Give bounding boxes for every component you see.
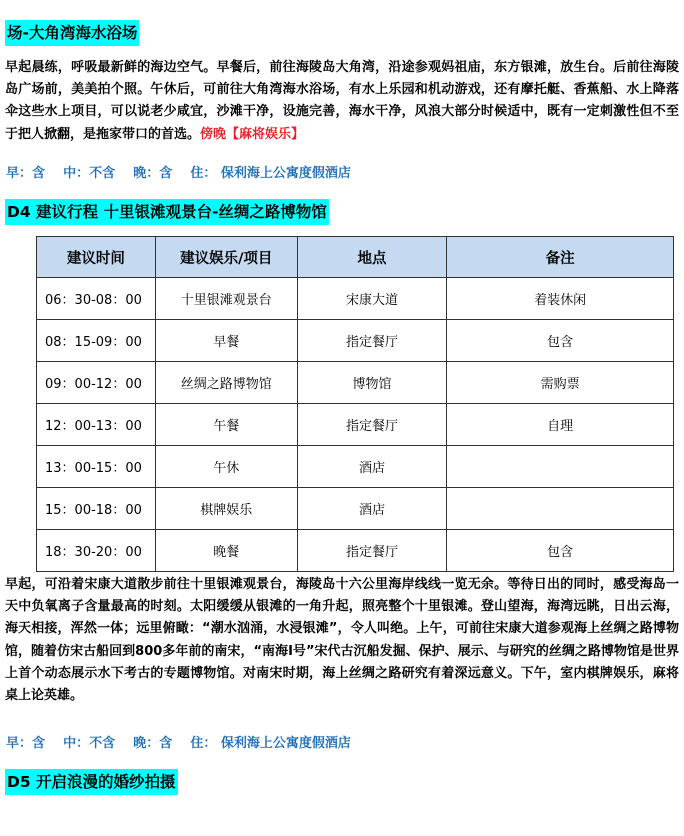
day4-meals-line (6, 732, 351, 751)
evening-note: 傍晚【麻将娱乐】 (200, 126, 305, 142)
notes-cell: 着装休闲 (447, 278, 674, 320)
location-cell: 指定餐厅 (297, 530, 447, 572)
table-row (37, 320, 674, 362)
header-time: 建议时间 (37, 237, 156, 278)
hotel-info: 住： 保利海上公寓度假酒店 (190, 166, 351, 181)
day4-description: 早起，可沿着宋康大道散步前往十里银滩观景台，海陵岛十六公里海岸线线一览无余。等待日出的同时，感受海岛一天中负氧离子含量最高的时刻。太阳缓缓从银滩的一角升起，照亮整个十里银滩。登山望海，海湾远眺，日出云海，海天相接，浑然一体；远里俯瞰：“潮水汹涌，水浸银滩”，令人叫绝。上午，可前往宋康大道参观海上丝绸之路博物馆，随着仿宋古船回到800多年前的南宋，“南海Ⅰ号”宋代古沉船发掘、保护、展示、与研究的丝绸之路博物馆是世界上首个动态展示水下考古的专题博物馆。对南宋时期，海上丝绸之路研究有着深远意义。下午，室内棋牌娱乐，麻将桌上论英雄。 (5, 577, 679, 704)
hotel-info: 住： 保利海上公寓度假酒店 (190, 736, 351, 751)
time-cell: 13：00-15：00 (37, 446, 156, 488)
schedule-table (36, 236, 674, 572)
time-cell: 15：00-18：00 (37, 488, 156, 530)
notes-cell (447, 488, 674, 530)
notes-cell: 包含 (447, 530, 674, 572)
table-row (37, 278, 674, 320)
activity-cell: 晚餐 (155, 530, 297, 572)
header-activity: 建议娱乐/项目 (155, 237, 297, 278)
notes-cell: 包含 (447, 320, 674, 362)
time-cell: 12：00-13：00 (37, 404, 156, 446)
table-row (37, 446, 674, 488)
location-cell: 指定餐厅 (297, 404, 447, 446)
day3-description-text: 早起晨练，呼吸最新鲜的海边空气。早餐后，前往海陵岛大角湾，沿途参观妈祖庙，东方银滩，放生台。后前往海陵岛广场前，美美拍个照。午休后，可前往大角湾海水浴场，有水上乐园和机动游戏，还有摩托艇、香蕉船、水上降落伞这些水上项目，可以说老少咸宜，沙滩干净，设施完善，海水干净，风浪大部分时候适中，既有一定刺激性但不至于把人掀翻，是拖家带口的首选。 (5, 60, 679, 142)
day4-heading: D4 建议行程 十里银滩观景台-丝绸之路博物馆 (5, 199, 329, 225)
header-notes: 备注 (447, 237, 674, 278)
lunch-info: 中：不含 (63, 166, 116, 181)
breakfast-info: 早：含 (6, 736, 46, 751)
time-cell: 09：00-12：00 (37, 362, 156, 404)
dinner-info: 晚：含 (133, 736, 173, 751)
day3-meals-line (6, 162, 351, 181)
notes-cell (447, 446, 674, 488)
location-cell: 指定餐厅 (297, 320, 447, 362)
notes-cell: 需购票 (447, 362, 674, 404)
activity-cell: 午餐 (155, 404, 297, 446)
table-header-row (37, 237, 674, 278)
activity-cell: 棋牌娱乐 (155, 488, 297, 530)
notes-cell: 自理 (447, 404, 674, 446)
location-cell: 酒店 (297, 488, 447, 530)
header-location: 地点 (297, 237, 447, 278)
activity-cell: 午休 (155, 446, 297, 488)
time-cell: 18：30-20：00 (37, 530, 156, 572)
day3-description (5, 57, 679, 146)
activity-cell: 十里银滩观景台 (155, 278, 297, 320)
table-row (37, 530, 674, 572)
table-row (37, 404, 674, 446)
activity-cell: 早餐 (155, 320, 297, 362)
time-cell: 06：30-08：00 (37, 278, 156, 320)
time-cell: 08：15-09：00 (37, 320, 156, 362)
breakfast-info: 早：含 (6, 166, 46, 181)
lunch-info: 中：不含 (63, 736, 116, 751)
table-row (37, 488, 674, 530)
dinner-info: 晚：含 (133, 166, 173, 181)
table-row (37, 362, 674, 404)
location-cell: 宋康大道 (297, 278, 447, 320)
location-cell: 博物馆 (297, 362, 447, 404)
location-cell: 酒店 (297, 446, 447, 488)
day3-heading: 场-大角湾海水浴场 (5, 20, 139, 46)
activity-cell: 丝绸之路博物馆 (155, 362, 297, 404)
day5-heading: D5 开启浪漫的婚纱拍摄 (5, 769, 178, 795)
